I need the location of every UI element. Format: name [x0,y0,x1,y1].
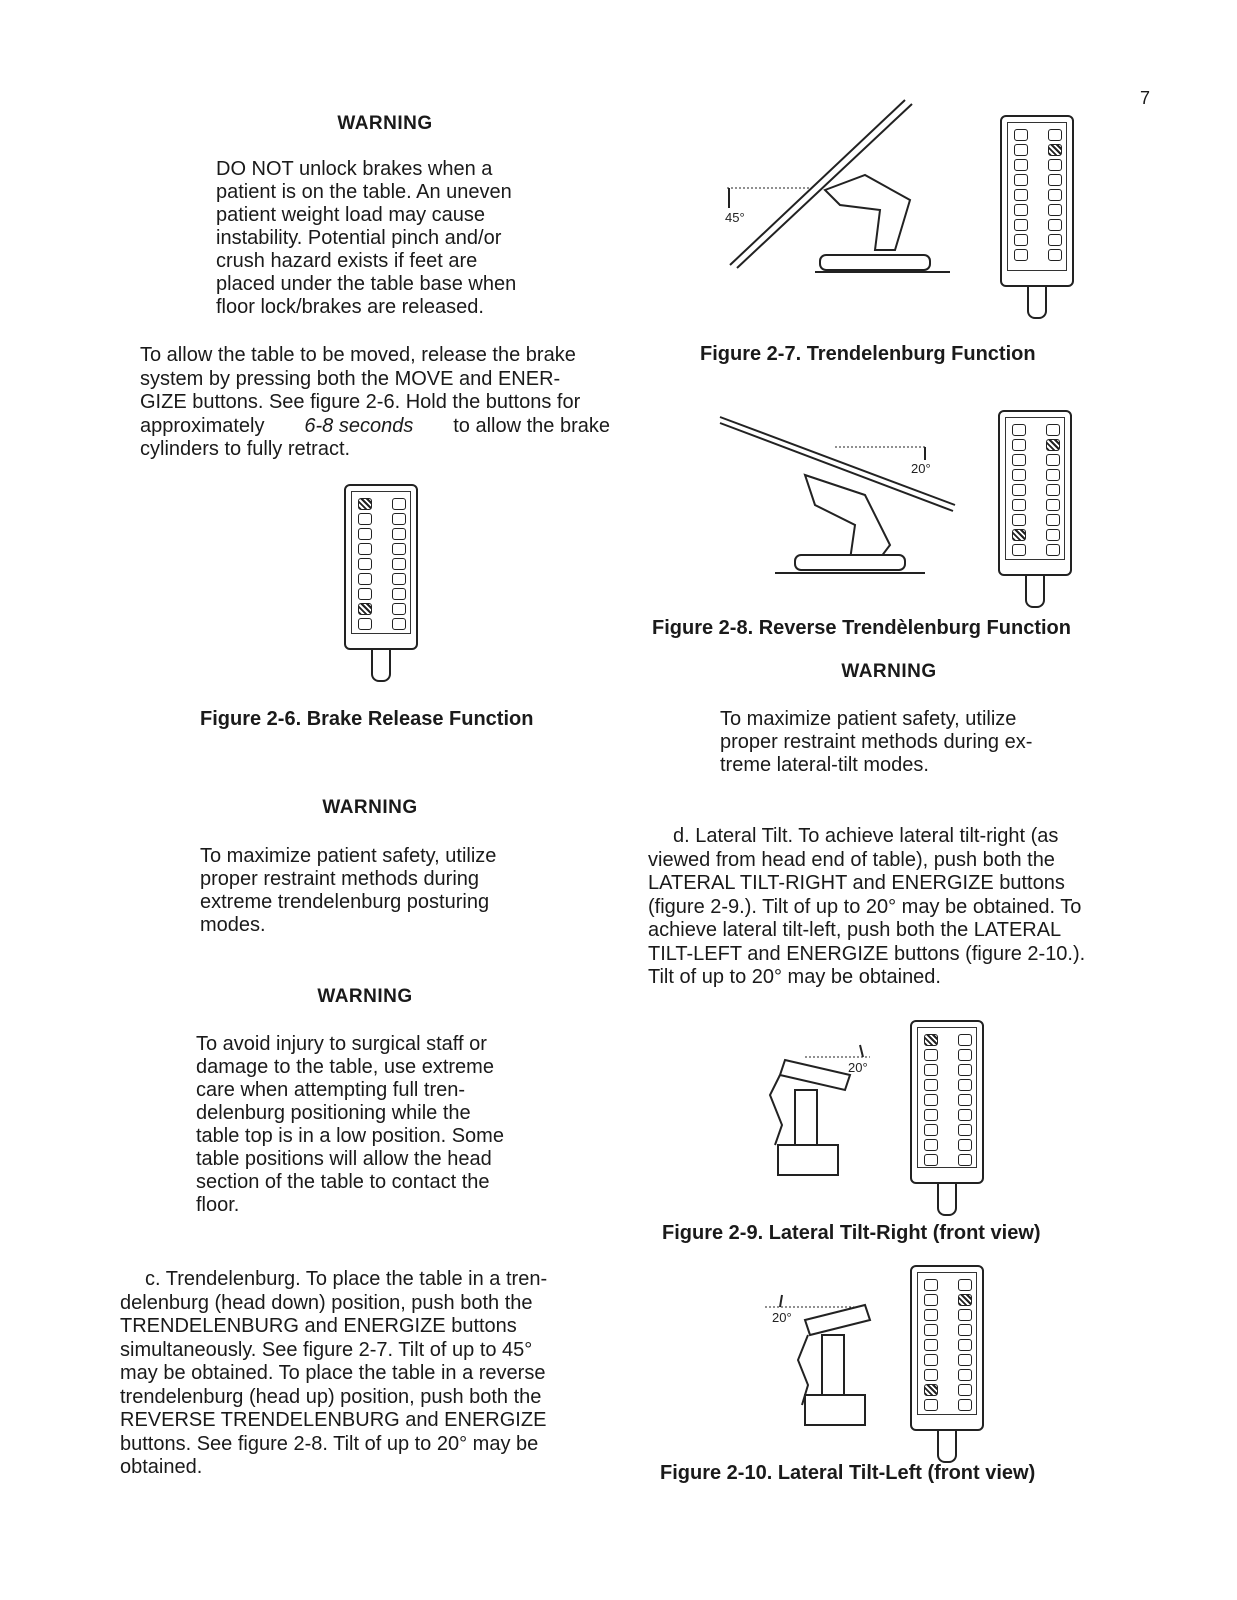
paragraph-line: may be obtained. To place the table in a reverse [120,1362,546,1384]
paragraph-line: GIZE buttons. See figure 2-6. Hold the buttons for [140,391,581,413]
warning-line: treme lateral-tilt modes. [720,754,929,776]
warning-body [720,708,1060,777]
paragraph-line: To allow the table to be moved, release the brake [140,344,576,366]
paragraph-line: simultaneously. See figure 2-7. Tilt of up to 45° [120,1338,533,1361]
paragraph-line: obtained. [120,1456,203,1478]
paragraph-line: TRENDELENBURG and ENERGIZE buttons [120,1315,517,1337]
fig-2-8-table-illustration [715,405,975,585]
fig-2-8-angle-label: 20° [911,461,931,476]
fig-2-7-table-illustration [715,90,955,290]
paragraph-line: c. Trendelenburg. To place the table in a tren- [145,1268,548,1290]
warning-heading: WARNING [841,661,937,682]
emphasis-text: 6-8 seconds [304,414,414,437]
paragraph-line: LATERAL TILT-RIGHT and ENERGIZE buttons [648,872,1065,894]
paragraph-line: Tilt of up to 20° may be obtained. [648,966,941,988]
paragraph-line: d. Lateral Tilt. To achieve lateral tilt-right (as [673,825,1059,847]
paragraph-fragment: approximately [140,414,265,437]
fig-2-9-caption: Figure 2-9. Lateral Tilt-Right (front view) [662,1222,1041,1244]
warning-line: To maximize patient safety, utilize [200,845,497,867]
fig-2-6-pendant-illustration [344,484,418,650]
warning-line: crush hazard exists if feet are [216,250,478,272]
warning-heading: WARNING [337,113,433,134]
warning-body [196,1033,536,1217]
warning-line: table top is in a low position. Some [196,1125,504,1147]
paragraph-line: viewed from head end of table), push both the [648,848,1055,871]
lateral-tilt-paragraph [648,825,1123,990]
warning-body [216,158,556,319]
brake-release-paragraph [140,344,610,462]
fig-2-9-pendant-illustration [910,1020,984,1184]
paragraph-line: trendelenburg (head up) position, push both the [120,1385,542,1408]
paragraph-line: TILT-LEFT and ENERGIZE buttons (figure 2-10.). [648,942,1086,965]
page-number: 7 [1140,88,1151,108]
fig-2-7-pendant-illustration [1000,115,1074,287]
warning-line: proper restraint methods during [200,868,480,890]
paragraph-line: REVERSE TRENDELENBURG and ENERGIZE [120,1409,547,1431]
paragraph-fragment: to allow the brake [453,414,610,437]
fig-2-8-pendant-illustration [998,410,1072,576]
warning-line: proper restraint methods during ex- [720,731,1033,753]
paragraph-line: delenburg (head down) position, push both the [120,1291,533,1314]
warning-line: section of the table to contact the [196,1171,490,1193]
paragraph-line: (figure 2-9.). Tilt of up to 20° may be obtained. To [648,895,1082,918]
warning-heading: WARNING [322,797,418,818]
warning-line: patient is on the table. An uneven [216,181,512,203]
warning-line: table positions will allow the head [196,1148,492,1170]
fig-2-8-caption: Figure 2-8. Reverse Trendèlenburg Function [652,617,1071,639]
warning-line: floor. [196,1194,240,1216]
warning-line: delenburg positioning while the [196,1102,471,1124]
fig-2-7-angle-label: 45° [725,210,745,225]
warning-line: patient weight load may cause [216,204,486,226]
fig-2-10-table-illustration [760,1285,895,1435]
paragraph-line: cylinders to fully retract. [140,438,351,460]
paragraph-line: system by pressing both the MOVE and ENER- [140,367,561,390]
fig-2-10-angle-label: 20° [772,1310,792,1325]
fig-2-9-angle-label: 20° [848,1060,868,1075]
warning-line: damage to the table, use extreme [196,1056,494,1078]
warning-line: extreme trendelenburg posturing [200,891,490,913]
fig-2-10-caption: Figure 2-10. Lateral Tilt-Left (front view) [660,1462,1036,1484]
warning-line: To maximize patient safety, utilize [720,708,1017,730]
fig-2-10-pendant-illustration [910,1265,984,1431]
warning-line: modes. [200,914,266,936]
fig-2-6-caption: Figure 2-6. Brake Release Function [200,708,534,730]
fig-2-9-table-illustration [760,1035,895,1185]
warning-line: DO NOT unlock brakes when a [216,158,493,180]
fig-2-7-caption: Figure 2-7. Trendelenburg Function [700,343,1036,365]
warning-line: instability. Potential pinch and/or [216,227,502,249]
paragraph-line: buttons. See figure 2-8. Tilt of up to 20° may be [120,1432,539,1455]
paragraph-line [140,415,610,439]
warning-line: To avoid injury to surgical staff or [196,1033,487,1055]
warning-heading: WARNING [317,986,413,1007]
trendelenburg-paragraph [120,1268,595,1480]
warning-line: floor lock/brakes are released. [216,296,484,318]
warning-body [200,845,535,937]
warning-line: care when attempting full tren- [196,1079,466,1101]
paragraph-line: achieve lateral tilt-left, push both the LATERAL [648,919,1062,941]
warning-line: placed under the table base when [216,273,517,295]
